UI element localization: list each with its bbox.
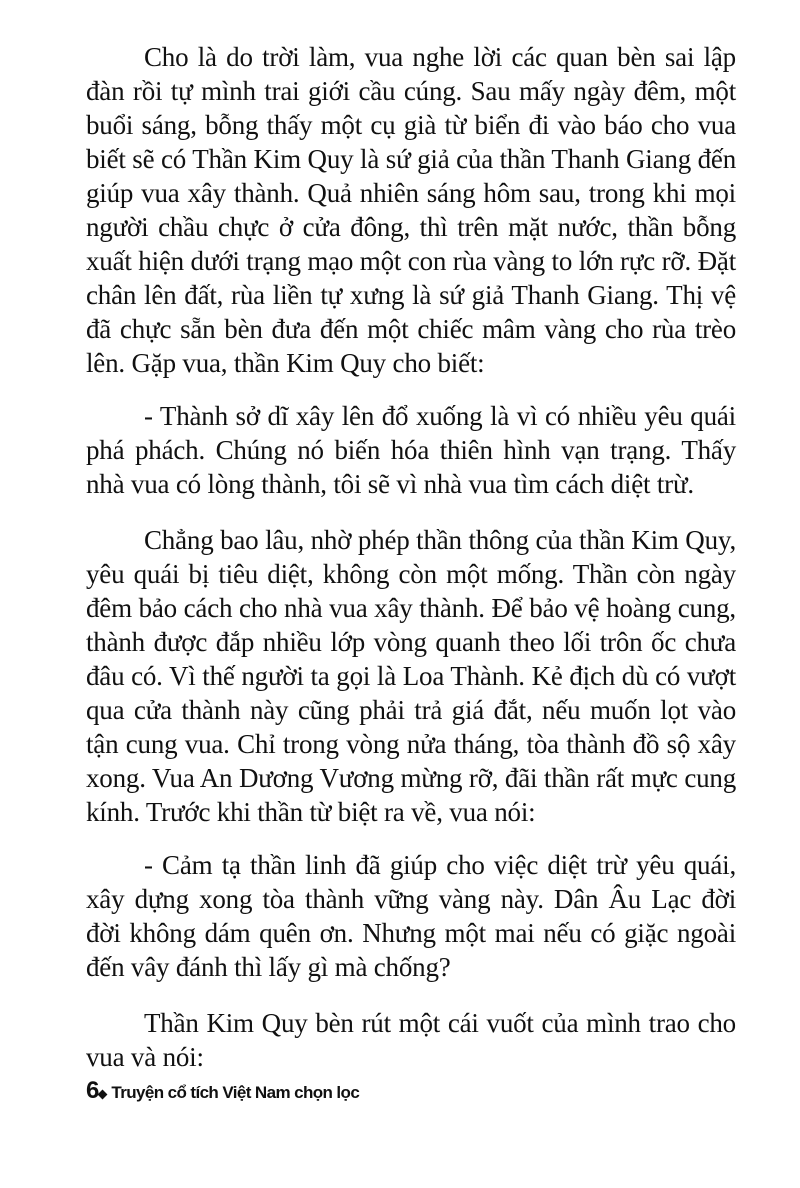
paragraph-3: Chẳng bao lâu, nhờ phép thần thông của thần Kim Quy, yêu quái bị tiêu diệt, không còn một mống. Thần còn ngày đêm bảo cách cho nhà vua xây thành. Để bảo vệ hoàng cung, thành được đắp nhiều lớp vòng quanh theo lối trôn ốc chưa đâu có. Vì thế người ta gọi là Loa Thành. Kẻ địch dù có vượt qua cửa thành này cũng phải trả giá đắt, nếu muốn lọt vào tận cung vua. Chỉ trong vòng nửa tháng, tòa thành đồ sộ xây xong. Vua An Dương Vương mừng rỡ, đãi thần rất mực cung kính. Trước khi thần từ biệt ra về, vua nói: [86, 525, 736, 827]
page-footer [86, 1077, 359, 1111]
paragraph-4: - Cảm tạ thần linh đã giúp cho việc diệt trừ yêu quái, xây dựng xong tòa thành vững vàng này. Dân Âu Lạc đời đời không dám quên ơn. Nhưng một mai nếu có giặc ngoài đến vây đánh thì lấy gì mà chống? [86, 850, 736, 982]
book-title: Truyện cổ tích Việt Nam chọn lọc [111, 1083, 360, 1102]
diamond-icon [98, 1090, 108, 1100]
page-number: 6 [86, 1077, 99, 1104]
paragraph-2: - Thành sở dĩ xây lên đổ xuống là vì có nhiều yêu quái phá phách. Chúng nó biến hóa thiên hình vạn trạng. Thấy nhà vua có lòng thành, tôi sẽ vì nhà vua tìm cách diệt trừ. [86, 401, 736, 499]
paragraph-1: Cho là do trời làm, vua nghe lời các quan bèn sai lập đàn rồi tự mình trai giới cầu cúng. Sau mấy ngày đêm, một buổi sáng, bỗng thấy một cụ già từ biển đi vào báo cho vua biết sẽ có Thần Kim Quy là sứ giả của thần Thanh Giang đến giúp vua xây thành. Quả nhiên sáng hôm sau, trong khi mọi người chầu chực ở cửa đông, thì trên mặt nước, thần bỗng xuất hiện dưới trạng mạo một con rùa vàng to lớn rực rỡ. Đặt chân lên đất, rùa liền tự xưng là sứ giả Thanh Giang. Thị vệ đã chực sẵn bèn đưa đến một chiếc mâm vàng cho rùa trèo lên. Gặp vua, thần Kim Quy cho biết: [86, 42, 736, 378]
paragraph-5: Thần Kim Quy bèn rút một cái vuốt của mình trao cho vua và nói: [86, 1008, 736, 1072]
page-body-text [86, 40, 736, 1093]
